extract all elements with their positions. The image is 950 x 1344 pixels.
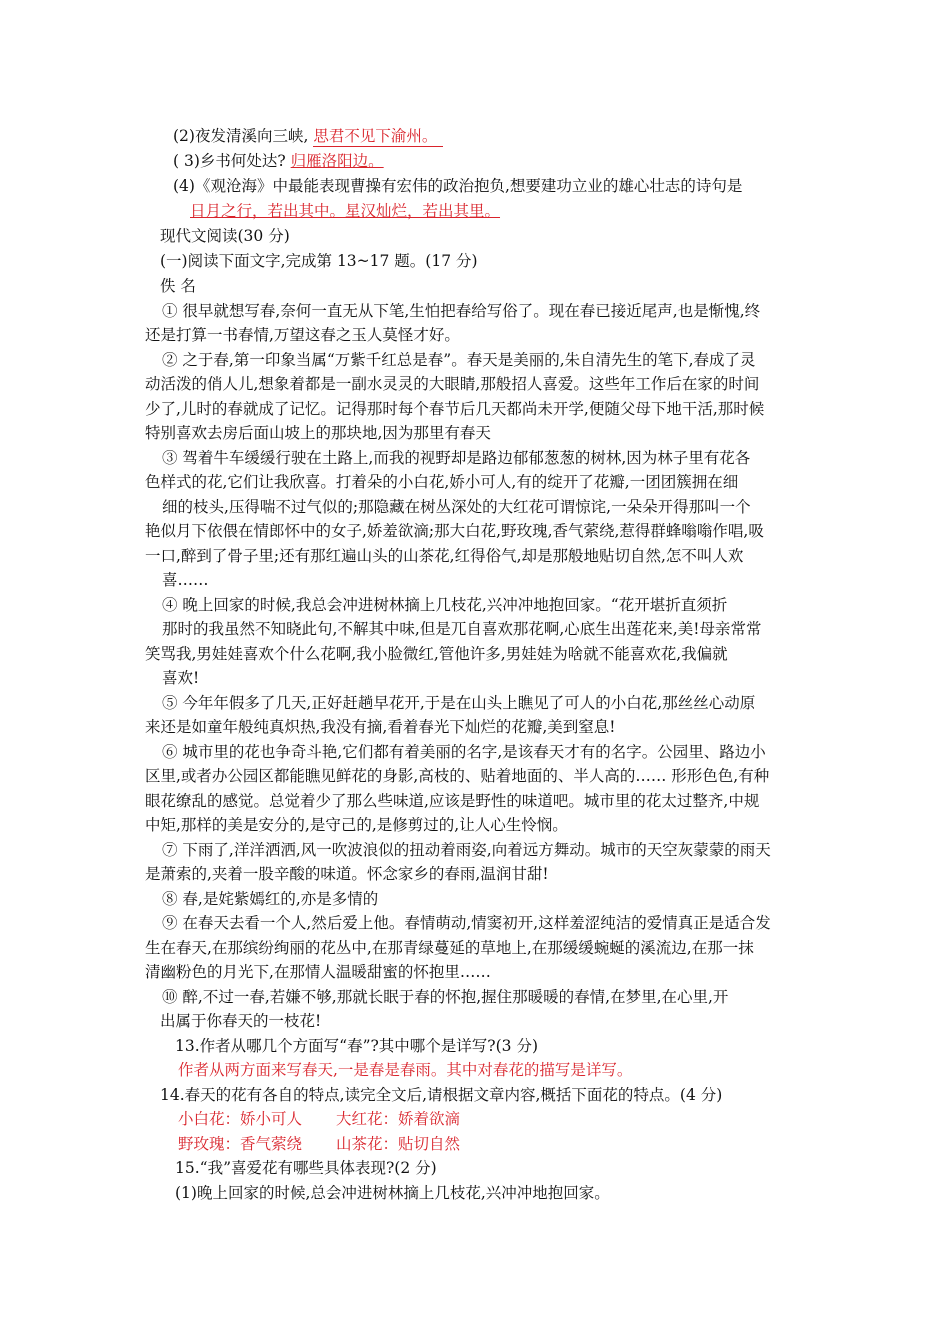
essay-line: 眼花缭乱的感觉。总觉着少了那么些味道,应该是野性的味道吧。城市里的花太过整齐,中规 (145, 792, 760, 810)
poem-question-2 (173, 125, 443, 147)
essay-line: 一口,醉到了骨子里;还有那红遍山头的山茶花,红得俗气,却是那般地贴切自然,怎不叫人欢 (145, 547, 744, 565)
poem-answer-4: 日月之行，若出其中。星汉灿烂，若出其里。 (190, 202, 501, 220)
section-heading: 现代文阅读(30 分) (160, 227, 290, 245)
essay-line: 笑骂我,男娃娃喜欢个什么花啊,我小脸微红,管他许多,男娃娃为啥就不能喜欢花,我偏就 (145, 645, 728, 663)
essay-line: 来还是如童年般纯真炽热,我没有摘,看着春光下灿烂的花瓣,美到窒息! (145, 718, 616, 736)
essay-line: ④ 晚上回家的时候,我总会冲进树林摘上几枝花,兴冲冲地抱回家。“花开堪折直须折 (162, 596, 728, 614)
question-15: 15.“我”喜爱花有哪些具体表现?(2 分) (175, 1159, 437, 1177)
essay-line: 区里,或者办公园区都能瞧见鲜花的身影,高枝的、贴着地面的、半人高的…… 形形色色,有种 (145, 767, 770, 785)
answer-13: 作者从两方面来写春天,一是春是春雨。其中对春花的描写是详写。 (178, 1061, 633, 1079)
answer-14-red-flower: 大红花：娇着欲滴 (336, 1110, 461, 1128)
essay-line: 清幽粉色的月光下,在那情人温暖甜蜜的怀抱里…… (145, 963, 491, 981)
essay-author: 佚 名 (160, 277, 196, 295)
answer-15-item-1: (1)晚上回家的时候,总会冲进树林摘上几枝花,兴冲冲地抱回家。 (175, 1184, 610, 1202)
answer-14-white-flower: 小白花：娇小可人 (178, 1110, 303, 1128)
essay-line: ⑨ 在春天去看一个人,然后爱上他。春情萌动,情窦初开,这样羞涩纯洁的爱情真正是适合发 (162, 914, 771, 932)
essay-line: 喜欢! (162, 669, 200, 687)
essay-line: 艳似月下依偎在情郎怀中的女子,娇羞欲滴;那大白花,野玫瑰,香气萦绕,惹得群蜂嗡嗡作唱,吸 (145, 522, 764, 540)
question-14: 14.春天的花有各自的特点,读完全文后,请根据文章内容,概括下面花的特点。(4 分) (160, 1086, 723, 1104)
essay-line: 还是打算一书春情,万望这春之玉人莫怪才好。 (145, 326, 460, 344)
essay-line: 细的枝头,压得喘不过气似的;那隐藏在树丛深处的大红花可谓惊诧,一朵朵开得那叫一个 (162, 498, 751, 516)
question-13: 13.作者从哪几个方面写“春”?其中哪个是详写?(3 分) (175, 1037, 539, 1055)
essay-line: 出属于你春天的一枝花! (160, 1012, 322, 1030)
answer-14-camellia: 山茶花：贴切自然 (336, 1135, 461, 1153)
poem-question-3 (173, 150, 384, 172)
essay-line: 那时的我虽然不知晓此句,不解其中味,但是兀自喜欢那花啊,心底生出莲花来,美!母亲常常 (162, 620, 762, 638)
poem-question-2-prompt: (2)夜发清溪向三峡, (173, 127, 309, 145)
poem-answer-2: 思君不见下渝州。 (313, 127, 443, 147)
poem-answer-3: 归雁洛阳边。 (290, 152, 384, 170)
essay-line: 动活泼的俏人儿,想象着都是一副水灵灵的大眼睛,那般招人喜爱。这些年工作后在家的时间 (145, 375, 760, 393)
essay-line: ⑤ 今年年假多了几天,正好赶趟早花开,于是在山头上瞧见了可人的小白花,那丝丝心动原 (162, 694, 756, 712)
answer-14-row-1 (178, 1108, 460, 1130)
essay-line: 是萧索的,夹着一股辛酸的味道。怀念家乡的春雨,温润甘甜! (145, 865, 549, 883)
poem-question-4: (4)《观沧海》中最能表现曹操有宏伟的政治抱负,想要建功立业的雄心壮志的诗句是 (173, 177, 743, 195)
essay-line: 中矩,那样的美是安分的,是守己的,是修剪过的,让人心生怜悯。 (145, 816, 568, 834)
essay-line: ⑩ 醉,不过一春,若嫌不够,那就长眠于春的怀抱,握住那暖暖的春情,在梦里,在心里,开 (162, 988, 729, 1006)
section-subheading: (一)阅读下面文字,完成第 13~17 题。(17 分) (160, 252, 478, 270)
essay-line: ③ 驾着牛车缓缓行驶在土路上,而我的视野却是路边郁郁葱葱的树林,因为林子里有花各 (162, 449, 751, 467)
essay-line: ⑦ 下雨了,洋洋洒洒,风一吹波浪似的扭动着雨姿,向着远方舞动。城市的天空灰蒙蒙的雨天 (162, 841, 771, 859)
essay-line: ⑧ 春,是姹紫嫣红的,亦是多情的 (162, 890, 379, 908)
poem-question-3-prompt: ( 3)乡书何处达? (173, 152, 286, 170)
essay-line: ⑥ 城市里的花也争奇斗艳,它们都有着美丽的名字,是该春天才有的名字。公园里、路边小 (162, 743, 766, 761)
essay-line: 少了,儿时的春就成了记忆。记得那时每个春节后几天都尚未开学,便随父母下地干活,那时候 (145, 400, 765, 418)
essay-line: 生在春天,在那缤纷绚丽的花丛中,在那青绿蔓延的草地上,在那缓缓蜿蜒的溪流边,在那一抹 (145, 939, 754, 957)
essay-line: ② 之于春,第一印象当属“万紫千红总是春”。春天是美丽的,朱自清先生的笔下,春成了灵 (162, 351, 756, 369)
essay-line: ① 很早就想写春,奈何一直无从下笔,生怕把春给写俗了。现在春已接近尾声,也是惭愧,终 (162, 302, 761, 320)
essay-line: 色样式的花,它们让我欣喜。打着朵的小白花,娇小可人,有的绽开了花瓣,一团团簇拥在细 (145, 473, 739, 491)
answer-14-row-2 (178, 1133, 460, 1155)
essay-line: 特别喜欢去房后面山坡上的那块地,因为那里有春天 (145, 424, 491, 442)
answer-14-wild-rose: 野玫瑰：香气萦绕 (178, 1135, 303, 1153)
essay-line: 喜…… (162, 571, 209, 589)
